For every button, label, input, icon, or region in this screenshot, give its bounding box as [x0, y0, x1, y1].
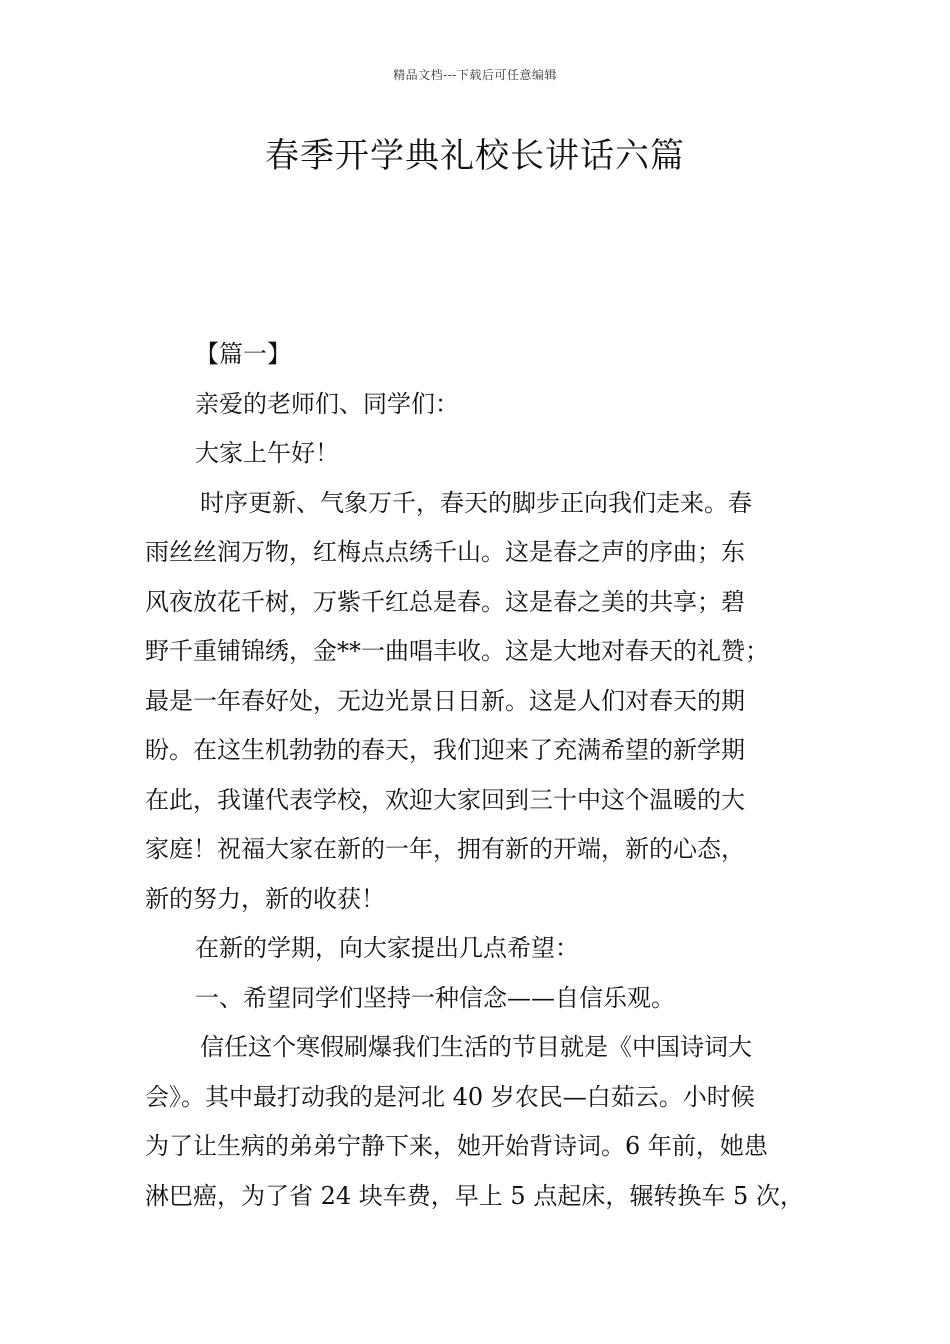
paragraph-line: 最是一年春好处，无边光景日日新。这是人们对春天的期 — [145, 686, 745, 715]
greeting: 大家上午好！ — [195, 439, 339, 467]
paragraph-line: 雨丝丝润万物，红梅点点绣千山。这是春之声的序曲；东 — [145, 538, 745, 566]
paragraph-line: 时序更新、气象万千，春天的脚步正向我们走来。春 — [200, 488, 752, 517]
paragraph-line: 家庭！祝福大家在新的一年，拥有新的开端，新的心态， — [145, 835, 745, 863]
paragraph-line: 野千重铺锦绣，金**一曲唱丰收。这是大地对春天的礼赞； — [145, 637, 769, 665]
paragraph-line: 会》。其中最打动我的是河北 40 岁农民—白茹云。小时候 — [145, 1082, 755, 1111]
paragraph-line: 盼。在这生机勃勃的春天，我们迎来了充满希望的新学期 — [145, 736, 745, 764]
document-title: 春季开学典礼校长讲话六篇 — [265, 136, 685, 176]
section-tag: 【篇一】 — [195, 340, 291, 368]
paragraph-line: 淋巴癌，为了省 24 块车费，早上 5 点起床，辗转换车 5 次， — [145, 1181, 804, 1210]
paragraph-line: 新的努力，新的收获！ — [145, 884, 385, 913]
paragraph-line: 风夜放花千树，万紫千红总是春。这是春之美的共享；碧 — [145, 587, 745, 616]
document-body — [145, 330, 825, 1221]
paragraph-line: 为了让生病的弟弟宁静下来，她开始背诗词。6 年前，她患 — [145, 1132, 768, 1160]
hopes-intro: 在新的学期，向大家提出几点希望： — [195, 934, 579, 962]
salutation: 亲爱的老师们、同学们： — [195, 389, 459, 418]
paragraph-line: 在此，我谨代表学校，欢迎大家回到三十中这个温暖的大 — [145, 785, 745, 814]
paragraph-line: 信任这个寒假刷爆我们生活的节目就是《中国诗词大 — [200, 1033, 752, 1061]
hope-heading: 一、希望同学们坚持一种信念——自信乐观。 — [195, 983, 675, 1012]
header-note: 精品文档---下载后可任意编辑 — [393, 68, 557, 82]
